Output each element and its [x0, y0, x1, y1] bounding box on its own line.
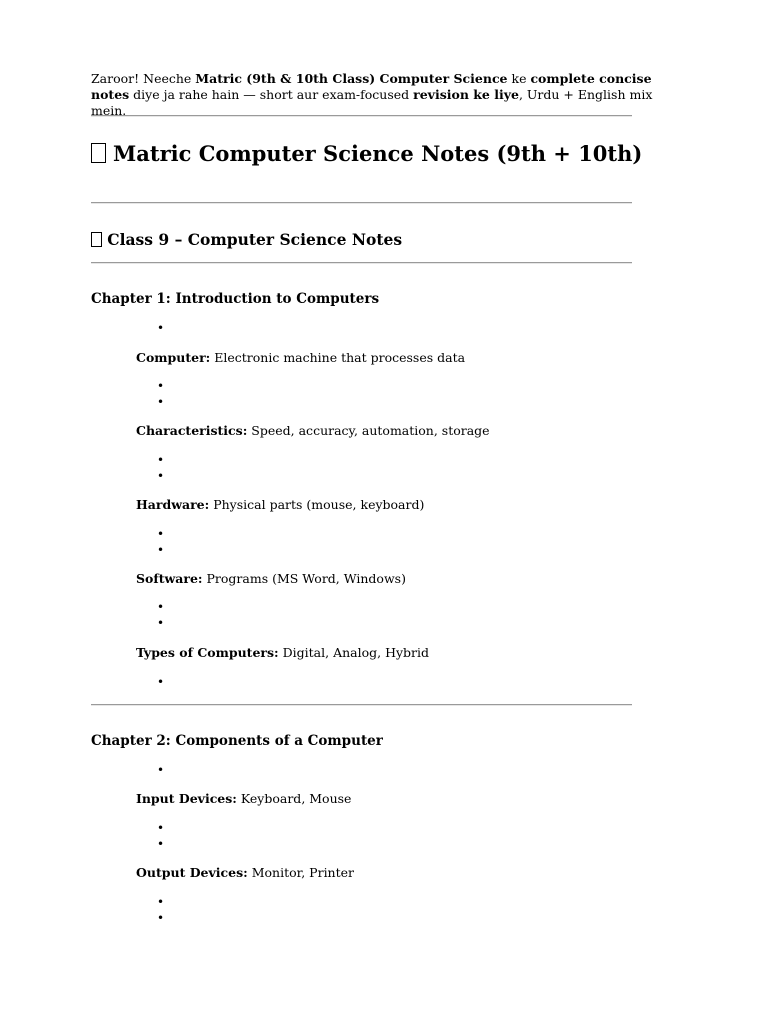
missing-glyph-icon [91, 143, 106, 163]
divider [91, 202, 632, 204]
item-text: Monitor, Printer [247, 865, 355, 880]
divider [91, 704, 632, 706]
list-bullet: • [157, 911, 165, 925]
item-text: Digital, Analog, Hybrid [278, 645, 430, 660]
list-bullet: • [157, 543, 165, 557]
list-bullet: • [157, 821, 165, 835]
list-bullet: • [157, 895, 165, 909]
item-term: Characteristics: [136, 423, 248, 438]
intro-text-3: diye ja rahe hain — short aur exam-focused [129, 87, 414, 102]
chapter-heading: Chapter 1: Introduction to Computers [91, 291, 380, 307]
item-text: Programs (MS Word, Windows) [202, 571, 406, 586]
list-bullet: • [157, 600, 165, 614]
item-term: Hardware: [136, 497, 210, 512]
list-item [136, 645, 429, 661]
list-item [136, 497, 424, 513]
section-title [91, 230, 402, 250]
list-bullet: • [157, 616, 165, 630]
list-bullet: • [157, 321, 165, 335]
intro-bold-1: Matric (9th & 10th Class) Computer Science [195, 71, 508, 86]
section-title-text: Class 9 – Computer Science Notes [107, 230, 403, 249]
list-bullet: • [157, 675, 165, 689]
page-title [91, 141, 651, 166]
list-bullet: • [157, 837, 165, 851]
item-term: Types of Computers: [136, 645, 279, 660]
intro-paragraph [91, 71, 691, 119]
item-text: Speed, accuracy, automation, storage [247, 423, 490, 438]
item-text: Keyboard, Mouse [236, 791, 352, 806]
list-item [136, 865, 354, 881]
item-term: Computer: [136, 350, 211, 365]
intro-bold-2: complete concise notes [91, 71, 652, 102]
chapter-heading: Chapter 2: Components of a Computer [91, 733, 383, 749]
list-bullet: • [157, 453, 165, 467]
divider [91, 262, 632, 264]
item-term: Output Devices: [136, 865, 248, 880]
page-title-text: Matric Computer Science Notes (9th + 10th) [113, 141, 643, 166]
intro-text-2: ke [507, 71, 531, 86]
list-item [136, 791, 351, 807]
list-item [136, 571, 406, 587]
list-bullet: • [157, 763, 165, 777]
item-term: Software: [136, 571, 203, 586]
list-bullet: • [157, 527, 165, 541]
item-text: Electronic machine that processes data [210, 350, 466, 365]
item-text: Physical parts (mouse, keyboard) [209, 497, 425, 512]
intro-text-4: , Urdu + English mix mein. [91, 87, 653, 118]
divider [91, 115, 632, 117]
list-item [136, 423, 490, 439]
list-bullet: • [157, 469, 165, 483]
list-item [136, 350, 465, 366]
intro-bold-3: revision ke liye [413, 87, 519, 102]
intro-text-1: Zaroor! Neeche [91, 71, 196, 86]
missing-glyph-icon [91, 232, 102, 247]
item-term: Input Devices: [136, 791, 237, 806]
list-bullet: • [157, 395, 165, 409]
list-bullet: • [157, 379, 165, 393]
